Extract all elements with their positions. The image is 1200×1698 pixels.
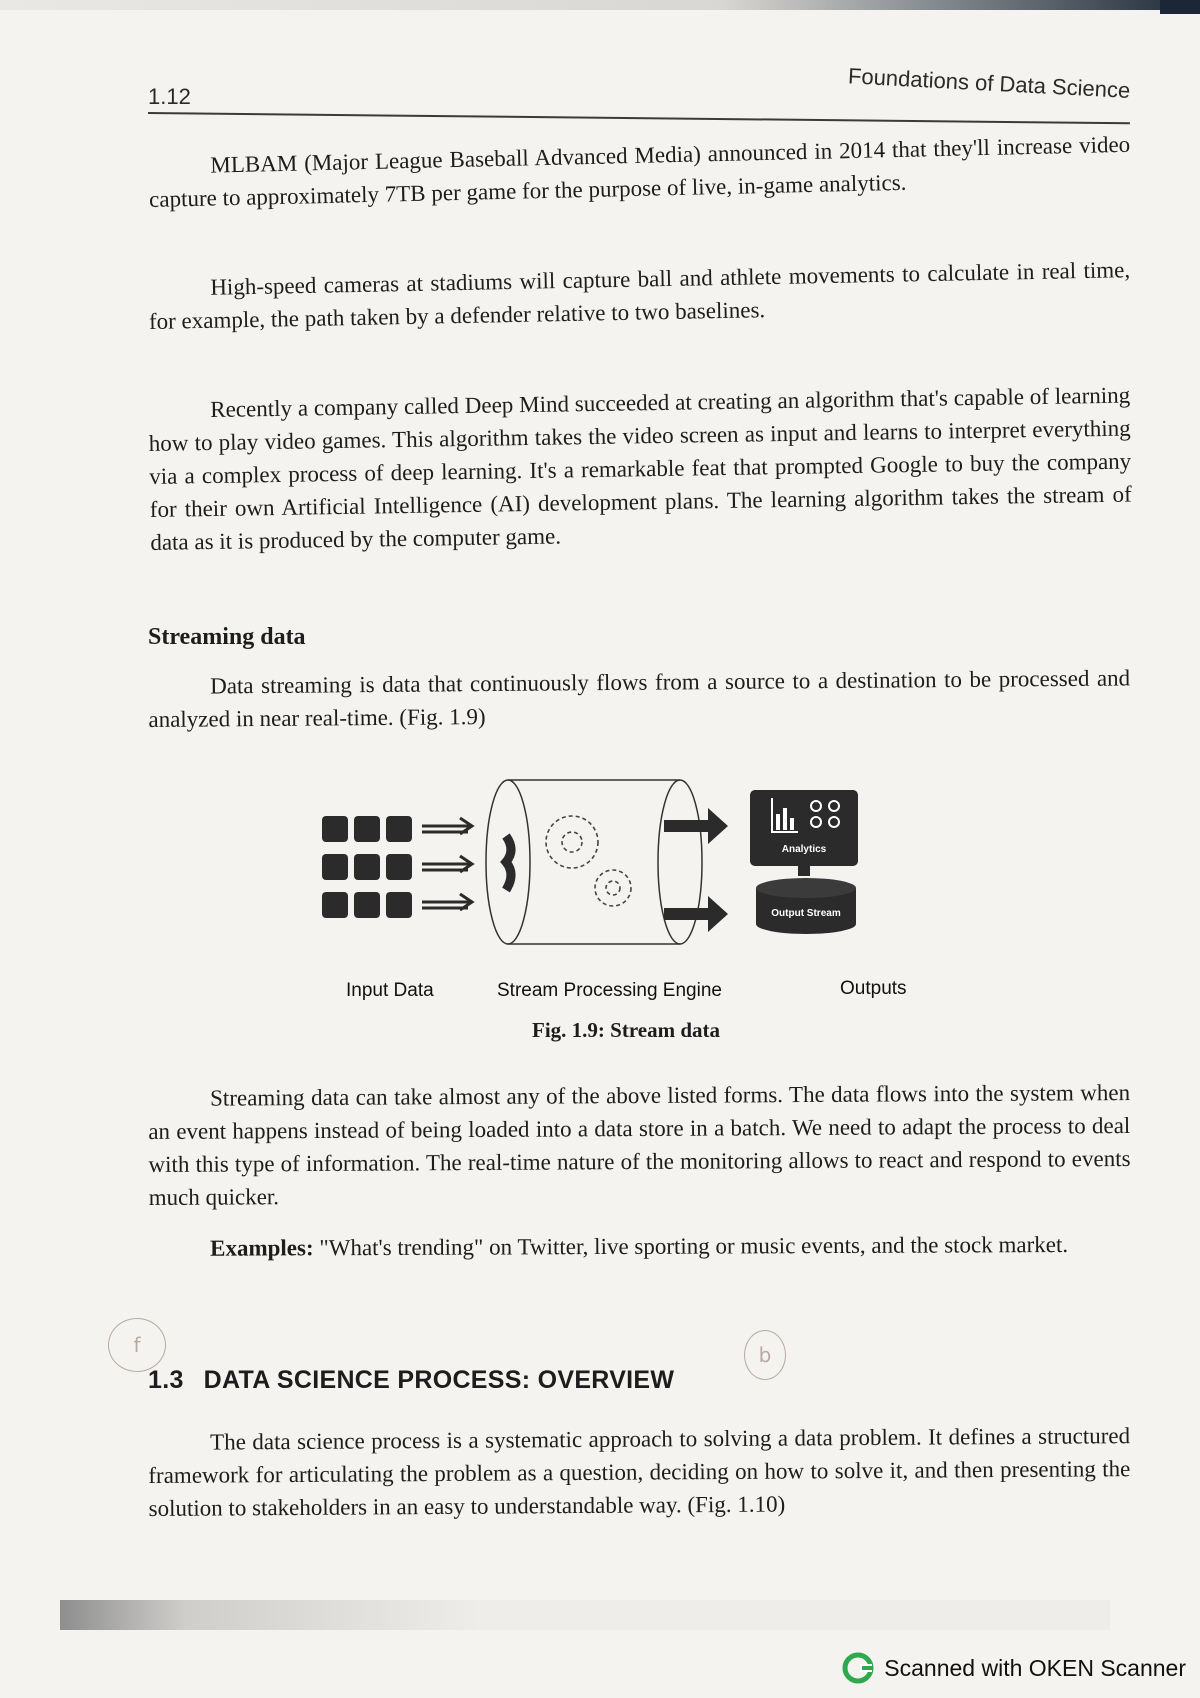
paragraph-text	[148, 1228, 1130, 1265]
paragraph-streaming-forms	[148, 1076, 1131, 1214]
scan-top-edge	[0, 0, 1200, 10]
paragraph-text: The data science process is a systematic approach to solving a data problem. It defines a structured framework for articulating the problem as a question, deciding on how to solve it, and then presenting the solution to stakeholders in an easy to understandable way. (Fig. 1.10)	[148, 1423, 1131, 1521]
page-number: 1.12	[148, 84, 191, 109]
figure-label-outputs: Outputs	[840, 978, 907, 999]
gear-icon	[546, 816, 631, 906]
figure-caption: Fig. 1.9: Stream data	[532, 1018, 721, 1042]
running-title: Foundations of Data Science	[847, 63, 1132, 104]
section-heading	[148, 1366, 674, 1395]
paragraph-text: MLBAM (Major League Baseball Advanced Media) announced in 2014 that they'll increase video capture to approximately 7TB per game for the purpose of live, in-game analytics.	[148, 131, 1131, 212]
paragraph-process-overview	[148, 1419, 1131, 1525]
output-arrows	[664, 808, 728, 932]
section-title: DATA SCIENCE PROCESS: OVERVIEW	[203, 1366, 675, 1394]
handwritten-margin-note: f	[108, 1318, 166, 1372]
input-arrows	[422, 818, 472, 910]
paragraph-cameras	[148, 253, 1131, 338]
streaming-data-heading: Streaming data	[148, 624, 306, 650]
input-data-blocks	[322, 816, 412, 918]
output-stream-text: Output Stream	[771, 908, 841, 919]
paragraph-mlbam	[148, 128, 1131, 216]
engine-inner-shape	[506, 836, 511, 890]
figure-label-input-data: Input Data	[346, 980, 434, 1001]
paragraph-streaming-definition	[148, 661, 1131, 736]
scanner-text: Scanned with OKEN Scanner	[884, 1654, 1186, 1681]
output-stream-database-icon	[756, 878, 856, 934]
figure-label-engine: Stream Processing Engine	[497, 980, 722, 1001]
section-number: 1.3	[148, 1366, 184, 1394]
analytics-monitor-icon	[750, 790, 858, 876]
paragraph-examples	[148, 1228, 1130, 1265]
scan-corner-shadow	[1160, 0, 1200, 14]
stream-data-figure	[310, 770, 950, 1010]
paragraph-text: High-speed cameras at stadiums will capture ball and athlete movements to calculate in real time, for example, the path taken by a defender relative to two baselines.	[148, 257, 1131, 334]
examples-label: Examples:	[210, 1235, 314, 1261]
monitor-text: Analytics	[781, 844, 827, 855]
handwritten-circle-note: b	[744, 1330, 786, 1380]
page-header	[148, 63, 1132, 118]
paragraph-deepmind	[148, 379, 1132, 559]
scan-bottom-shadow	[60, 1600, 1110, 1630]
paragraph-text: Data streaming is data that continuously flows from a source to a destination to be processed and analyzed in near real-time. (Fig. 1.9)	[148, 665, 1131, 732]
scanner-watermark	[842, 1652, 1186, 1684]
paragraph-text: Recently a company called Deep Mind succeeded at creating an algorithm that's capable of learning how to play video games. This algorithm takes the video screen as input and learns to interpret everything via a complex process of deep learning. It's a remarkable feat that prompted Google to buy the company for their own Artificial Intelligence (AI) development plans. The learning algorithm takes the stream of data as it is produced by the computer game.	[148, 382, 1132, 555]
paragraph-text: Streaming data can take almost any of the above listed forms. The data flows into the system when an event happens instead of being loaded into a data store in a batch. We need to adapt the process to deal with this type of information. The real-time nature of the monitoring allows to react and respond to events much quicker.	[148, 1080, 1131, 1210]
oken-scanner-logo-icon	[842, 1652, 874, 1684]
examples-text: "What's trending" on Twitter, live sporting or music events, and the stock market.	[313, 1231, 1069, 1261]
